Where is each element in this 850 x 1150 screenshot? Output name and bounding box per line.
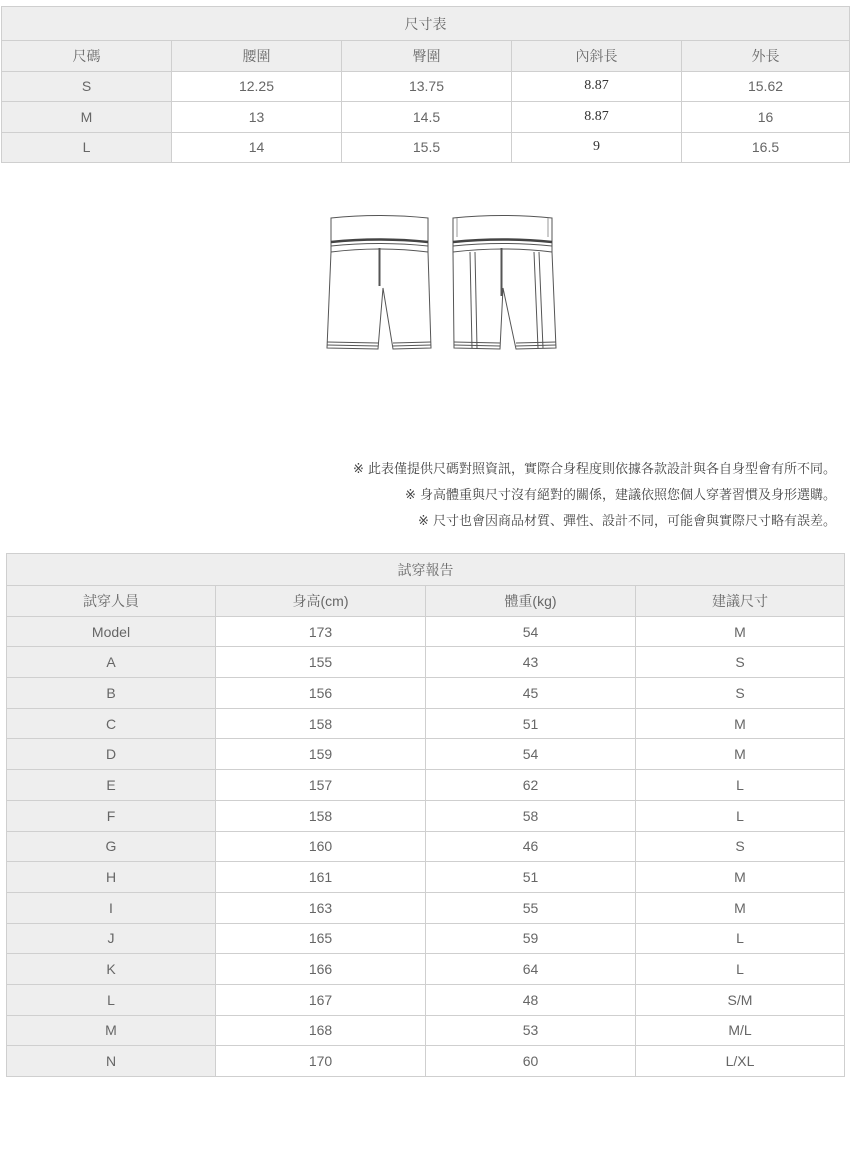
table-cell: 166 [216, 954, 426, 985]
table-cell: 156 [216, 678, 426, 709]
table-cell: 58 [426, 800, 636, 831]
table-cell: 163 [216, 892, 426, 923]
tester-label: C [7, 708, 216, 739]
table-cell: 16 [682, 102, 850, 133]
note-line: ※ 此表僅提供尺碼對照資訊，實際合身程度則依據各款設計與各自身型會有所不同。 [352, 462, 836, 477]
tester-label: J [7, 923, 216, 954]
size-label: M [2, 102, 172, 133]
table-row [7, 892, 845, 923]
table-cell: L [636, 770, 845, 801]
tester-label: N [7, 1046, 216, 1077]
table-cell: 13 [172, 102, 342, 133]
table-cell: 43 [426, 647, 636, 678]
shorts-front-drawing [327, 216, 431, 350]
table-row [7, 678, 845, 709]
table-row [7, 708, 845, 739]
table-row [7, 770, 845, 801]
table-cell: 16.5 [682, 132, 850, 163]
table-cell: 54 [426, 739, 636, 770]
size-header-size: 尺碼 [2, 41, 172, 72]
tester-label: E [7, 770, 216, 801]
table-cell: M [636, 708, 845, 739]
size-header-outseam: 外長 [682, 41, 850, 72]
table-cell: 14.5 [342, 102, 512, 133]
size-chart-title: 尺寸表 [2, 7, 850, 41]
tester-label: K [7, 954, 216, 985]
table-row [7, 923, 845, 954]
table-cell: 62 [426, 770, 636, 801]
table-cell: L/XL [636, 1046, 845, 1077]
table-cell: M [636, 892, 845, 923]
size-header-hip: 臀圍 [342, 41, 512, 72]
table-cell: 9 [512, 132, 682, 163]
table-cell: 46 [426, 831, 636, 862]
table-cell: 13.75 [342, 71, 512, 102]
table-cell: M [636, 616, 845, 647]
table-cell: 48 [426, 984, 636, 1015]
table-row [7, 954, 845, 985]
tester-label: L [7, 984, 216, 1015]
table-cell: 161 [216, 862, 426, 893]
table-cell: L [636, 954, 845, 985]
fit-header-weight: 體重(kg) [426, 586, 636, 617]
table-cell: 8.87 [512, 71, 682, 102]
fit-header-suggested-size: 建議尺寸 [636, 586, 845, 617]
note-line: ※ 尺寸也會因商品材質、彈性、設計不同，可能會與實際尺寸略有誤差。 [417, 514, 836, 529]
table-row [7, 800, 845, 831]
table-cell: 173 [216, 616, 426, 647]
table-cell: M [636, 862, 845, 893]
size-label: L [2, 132, 172, 163]
table-cell: 158 [216, 708, 426, 739]
table-cell: S [636, 831, 845, 862]
table-cell: 45 [426, 678, 636, 709]
tester-label: B [7, 678, 216, 709]
table-cell: S/M [636, 984, 845, 1015]
table-row [7, 739, 845, 770]
table-row [2, 132, 850, 163]
table-cell: 8.87 [512, 102, 682, 133]
table-row [7, 647, 845, 678]
table-cell: 14 [172, 132, 342, 163]
table-cell: 12.25 [172, 71, 342, 102]
table-cell: M [636, 739, 845, 770]
table-cell: 15.5 [342, 132, 512, 163]
table-cell: L [636, 800, 845, 831]
table-cell: 159 [216, 739, 426, 770]
tester-label: D [7, 739, 216, 770]
table-row [7, 616, 845, 647]
tester-label: M [7, 1015, 216, 1046]
table-cell: 15.62 [682, 71, 850, 102]
table-row [2, 71, 850, 102]
size-header-inseam: 內斜長 [512, 41, 682, 72]
shorts-back-drawing [453, 216, 556, 350]
shorts-diagram [318, 212, 558, 357]
fit-report-title: 試穿報告 [7, 554, 845, 586]
size-header-waist: 腰圍 [172, 41, 342, 72]
size-notes [353, 461, 836, 539]
table-row [7, 862, 845, 893]
table-cell: 54 [426, 616, 636, 647]
tester-label: I [7, 892, 216, 923]
tester-label: Model [7, 616, 216, 647]
table-cell: 155 [216, 647, 426, 678]
note-line: ※ 身高體重與尺寸沒有絕對的關係，建議依照您個人穿著習慣及身形選購。 [404, 488, 836, 503]
table-row [7, 1046, 845, 1077]
table-row [7, 831, 845, 862]
table-row [7, 1015, 845, 1046]
size-chart-table [1, 6, 850, 163]
table-cell: 53 [426, 1015, 636, 1046]
table-row [2, 102, 850, 133]
fit-header-height: 身高(cm) [216, 586, 426, 617]
table-cell: S [636, 647, 845, 678]
table-cell: 64 [426, 954, 636, 985]
tester-label: H [7, 862, 216, 893]
table-cell: L [636, 923, 845, 954]
table-cell: M/L [636, 1015, 845, 1046]
fit-report-table [6, 553, 845, 1077]
table-cell: 170 [216, 1046, 426, 1077]
table-cell: 51 [426, 862, 636, 893]
table-cell: 60 [426, 1046, 636, 1077]
fit-header-tester: 試穿人員 [7, 586, 216, 617]
table-cell: 168 [216, 1015, 426, 1046]
table-cell: 59 [426, 923, 636, 954]
tester-label: A [7, 647, 216, 678]
table-cell: S [636, 678, 845, 709]
table-cell: 157 [216, 770, 426, 801]
table-cell: 55 [426, 892, 636, 923]
table-cell: 158 [216, 800, 426, 831]
table-cell: 167 [216, 984, 426, 1015]
size-label: S [2, 71, 172, 102]
table-cell: 160 [216, 831, 426, 862]
tester-label: G [7, 831, 216, 862]
table-cell: 165 [216, 923, 426, 954]
table-row [7, 984, 845, 1015]
tester-label: F [7, 800, 216, 831]
table-cell: 51 [426, 708, 636, 739]
